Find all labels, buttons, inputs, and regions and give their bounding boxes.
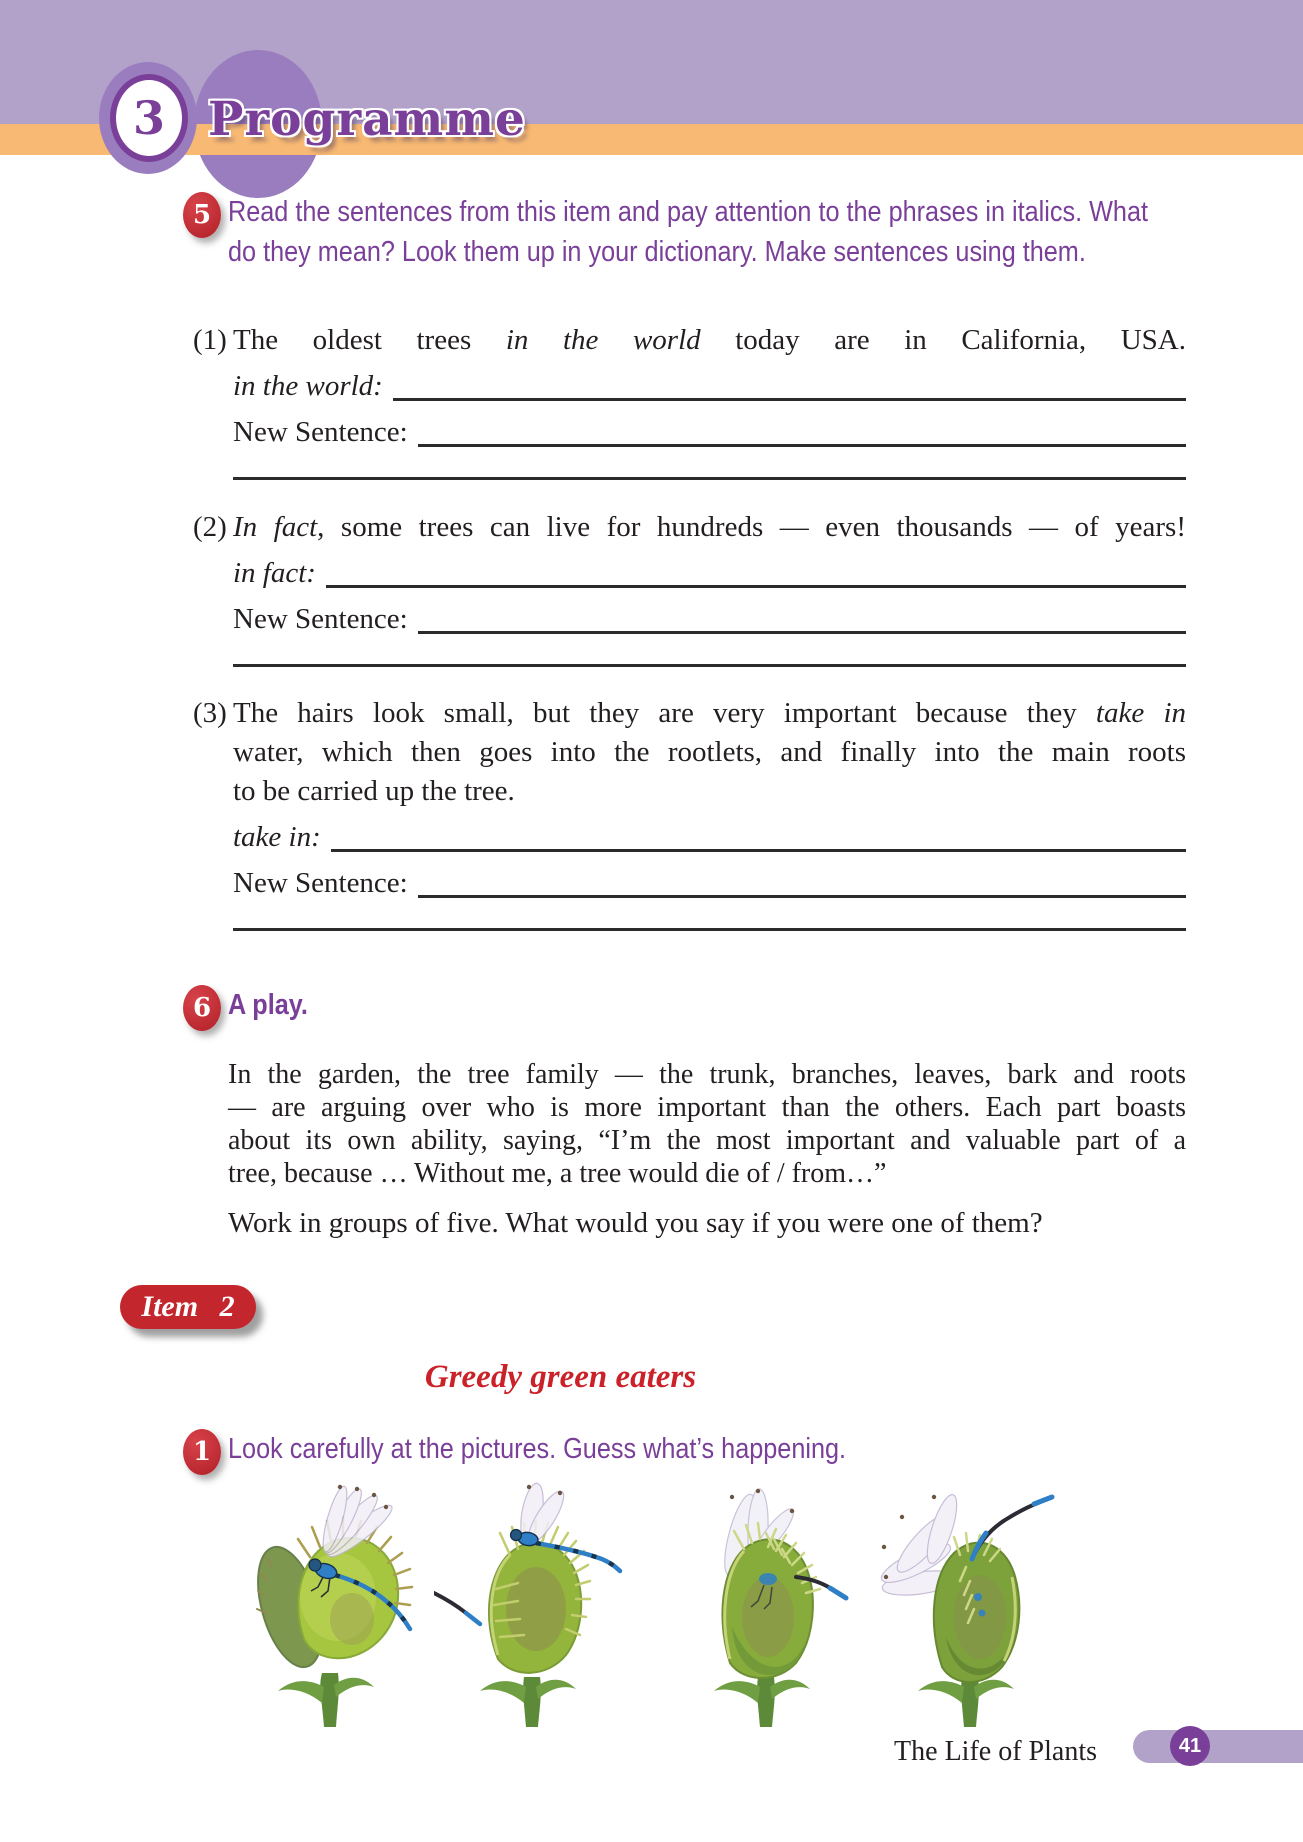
flytrap-almost-closed-damselfly-caught: [672, 1477, 862, 1727]
footer-book-title: The Life of Plants: [894, 1736, 1097, 1767]
sentence-text: The oldest trees: [233, 324, 506, 356]
new-sentence-label: New Sentence:: [233, 867, 408, 899]
exercise-5-item-3: [193, 694, 1186, 931]
item-sentence: [233, 320, 1186, 360]
item-2-activity-1: [192, 1429, 1186, 1469]
flytrap-picture-sequence: [238, 1477, 1186, 1727]
sentence-italic-phrase: in the world: [505, 324, 701, 356]
item-2-banner-label: Item 2: [141, 1290, 235, 1323]
exercise-5-instruction-line1: Read the sentences from this item and pay attention to the phrases in italics. What: [228, 196, 1148, 228]
unit-number-circle: [110, 74, 188, 162]
paragraph-line: In the garden, the tree family — the trunk, branches, leaves, bark and roots: [228, 1059, 1186, 1090]
sentence-italic-phrase: In fact: [233, 511, 318, 543]
new-sentence-row: [233, 863, 1186, 903]
new-sentence-label: New Sentence:: [233, 603, 408, 635]
exercise-5-instruction-line2: do they mean? Look them up in your dictionary. Make sentences using them.: [228, 236, 1086, 268]
exercise-6-badge: 6: [183, 985, 221, 1031]
exercise-6-question: Work in groups of five. What would you say if you were one of them?: [228, 1207, 1043, 1239]
paragraph-line: tree, because … Without me, a tree would die of / from…”: [228, 1158, 887, 1189]
sentence-text: , some trees can live for hundreds — even thousands — of years!: [317, 511, 1186, 543]
phrase-answer-row: [233, 366, 1186, 406]
answer-blank-line: [418, 599, 1186, 634]
sentence-italic-phrase: take in: [1095, 697, 1187, 729]
content-column: [141, 155, 1187, 1727]
exercise-6-title: A play.: [228, 989, 308, 1021]
paragraph-line: about its own ability, saying, “I’m the most important and valuable part of a: [228, 1125, 1186, 1156]
sentence-text: today are in California, USA.: [700, 324, 1186, 356]
item-2-heading: Greedy green eaters: [424, 1359, 697, 1395]
answer-blank-line: [418, 863, 1186, 898]
activity-1-badge: 1: [183, 1429, 221, 1475]
item-2-banner: [120, 1285, 256, 1329]
answer-blank-line: [233, 664, 1186, 667]
flytrap-closing-on-damselfly: [434, 1477, 624, 1727]
exercise-5-item-1: [193, 320, 1186, 480]
new-sentence-row: [233, 599, 1186, 639]
answer-blank-line: [326, 553, 1186, 588]
exercise-5: [192, 192, 1186, 272]
item-sentence: to be carried up the tree.: [233, 775, 515, 807]
unit-title: Programme: [208, 92, 526, 147]
item-sentence: [233, 507, 1186, 547]
footer-page-tab: [1133, 1730, 1303, 1763]
flytrap-open-with-damselfly: [238, 1477, 428, 1727]
answer-blank-line: [233, 928, 1186, 931]
phrase-answer-row: [233, 553, 1186, 593]
phrase-label: take in:: [233, 821, 321, 853]
item-sentence: water, which then goes into the rootlets, and finally into the main roots: [233, 736, 1186, 768]
item-number: (1): [193, 324, 227, 356]
paragraph-line: — are arguing over who is more important than the others. Each part boasts: [228, 1092, 1186, 1123]
answer-blank-line: [418, 412, 1186, 447]
answer-blank-line: [331, 817, 1186, 852]
item-number: (3): [193, 697, 227, 729]
exercise-6: [192, 985, 1186, 1025]
exercise-5-badge: 5: [183, 192, 221, 238]
exercise-6-paragraph: [228, 1058, 1186, 1190]
item-sentence: [233, 694, 1186, 733]
page-number-circle: [1170, 1726, 1210, 1766]
unit-number: 3: [132, 91, 165, 145]
page-number: 41: [1178, 1734, 1202, 1757]
phrase-label: in the world:: [233, 370, 383, 402]
new-sentence-row: [233, 412, 1186, 452]
flytrap-closed-damselfly-wings-outside: [868, 1477, 1058, 1727]
phrase-label: in fact:: [233, 557, 316, 589]
item-number: (2): [193, 511, 227, 543]
new-sentence-label: New Sentence:: [233, 416, 408, 448]
answer-blank-line: [393, 366, 1186, 401]
activity-1-instruction: Look carefully at the pictures. Guess what’s happening.: [228, 1433, 847, 1465]
answer-blank-line: [233, 477, 1186, 480]
exercise-5-item-2: [193, 507, 1186, 667]
phrase-answer-row: [233, 817, 1186, 857]
sentence-text: The hairs look small, but they are very important because they: [233, 697, 1096, 729]
